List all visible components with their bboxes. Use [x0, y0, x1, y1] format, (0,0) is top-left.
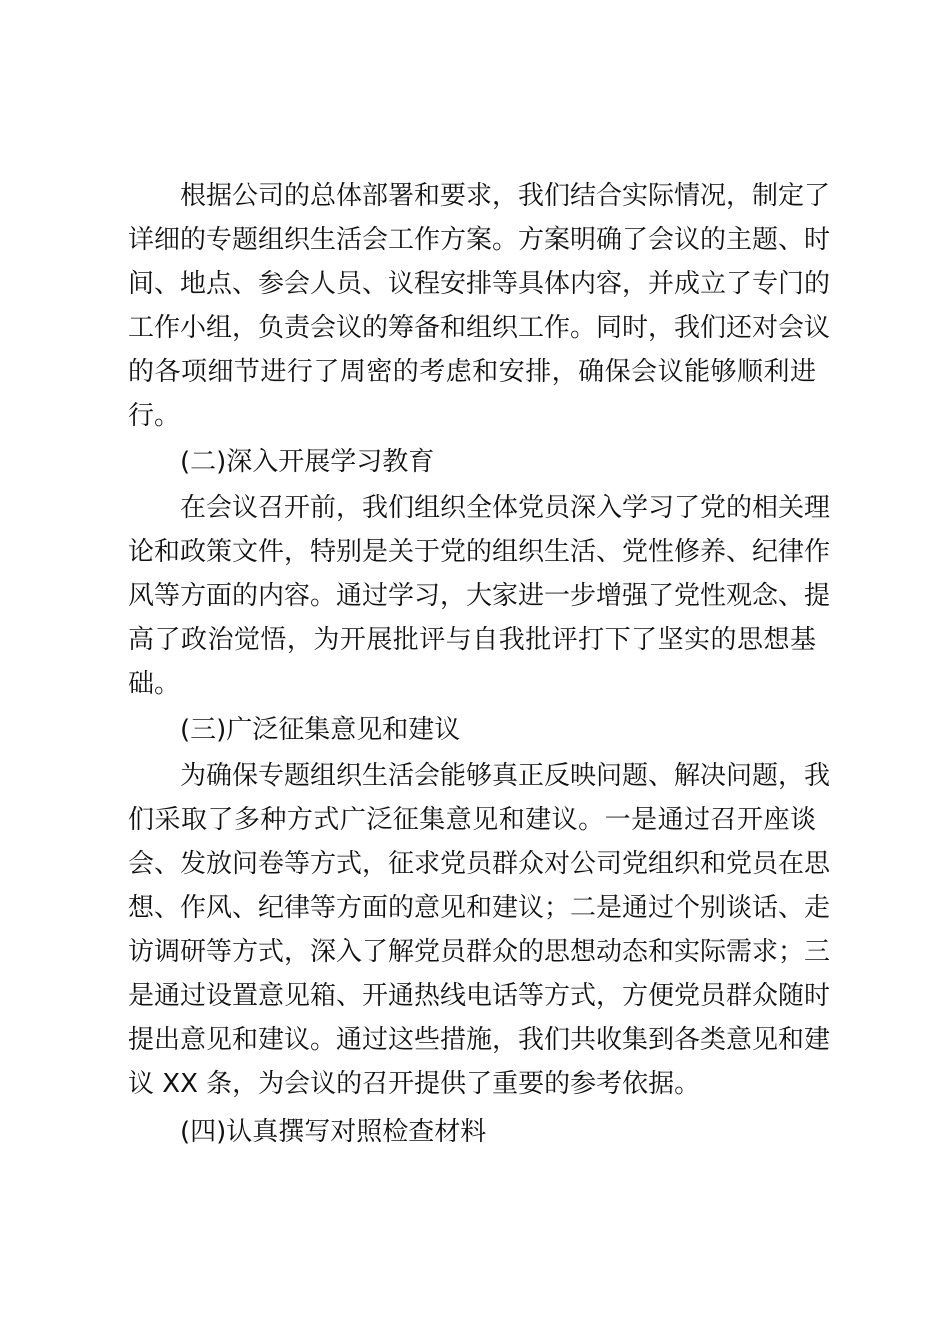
text-line: 高了政治觉悟，为开展批评与自我批评打下了坚实的思想基 [128, 625, 816, 655]
text-line: 的各项细节进行了周密的考虑和安排，确保会议能够顺利进 [128, 357, 816, 387]
text-line: 访调研等方式，深入了解党员群众的思想动态和实际需求；三 [128, 937, 831, 967]
text-line: 议 XX 条，为会议的召开提供了重要的参考依据。 [128, 1069, 701, 1099]
text-line: 会、发放问卷等方式，征求党员群众对公司党组织和党员在思 [128, 849, 831, 879]
text-line: 论和政策文件，特别是关于党的组织生活、党性修养、纪律作 [128, 537, 831, 567]
text-line: 是通过设置意见箱、开通热线电话等方式，方便党员群众随时 [128, 981, 831, 1011]
section-heading-study: (二)深入开展学习教育 [180, 447, 435, 477]
text-line: 为确保专题组织生活会能够真正反映问题、解决问题，我 [180, 761, 831, 791]
text-line: 根据公司的总体部署和要求，我们结合实际情况，制定了 [180, 181, 831, 211]
text-line: 工作小组，负责会议的筹备和组织工作。同时，我们还对会议 [128, 313, 831, 343]
section-heading-opinions: (三)广泛征集意见和建议 [180, 715, 461, 745]
text-line: 间、地点、参会人员、议程安排等具体内容，并成立了专门的 [128, 269, 831, 299]
text-line: 风等方面的内容。通过学习，大家进一步增强了党性观念、提 [128, 581, 831, 611]
text-line: 行。 [128, 401, 181, 431]
text-line: 们采取了多种方式广泛征集意见和建议。一是通过召开座谈 [128, 805, 816, 835]
text-line: 详细的专题组织生活会工作方案。方案明确了会议的主题、时 [128, 225, 831, 255]
text-line: 提出意见和建议。通过这些措施，我们共收集到各类意见和建 [128, 1025, 831, 1055]
text-line: 想、作风、纪律等方面的意见和建议；二是通过个别谈话、走 [128, 893, 831, 923]
text-line: 在会议召开前，我们组织全体党员深入学习了党的相关理 [180, 493, 831, 523]
text-line: 础。 [128, 669, 181, 699]
section-heading-materials: (四)认真撰写对照检查材料 [180, 1117, 487, 1147]
